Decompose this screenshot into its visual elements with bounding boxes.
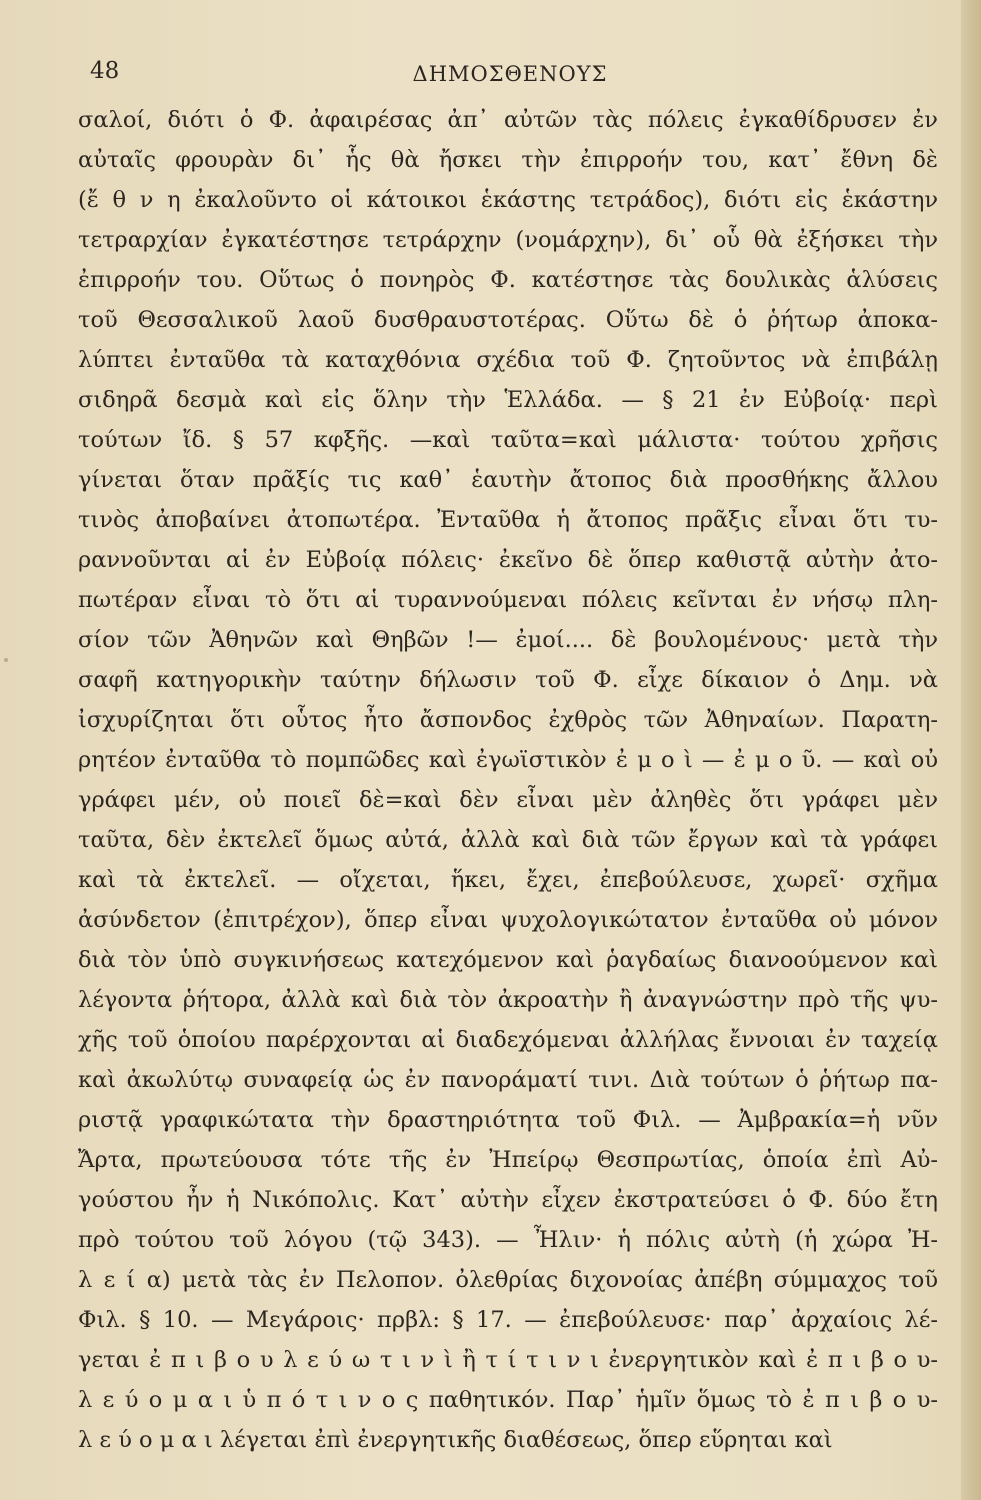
text-line: καὶ τὰ ἐκτελεῖ. — οἴχεται, ἥκει, ἔχει, ἐπεβούλευσε, χωρεῖ· σχῆμα xyxy=(78,867,938,893)
text-line: λ ε ί α) μετὰ τὰς ἐν Πελοπον. ὀλεθρίας διχονοίας ἀπέβη σύμμαχος τοῦ xyxy=(78,1267,938,1293)
commentary-text xyxy=(78,100,938,1460)
text-line: σιδηρᾶ δεσμὰ καὶ εἰς ὅλην τὴν Ἑλλάδα. — § 21 ἐν Εὐβοίᾳ· περὶ xyxy=(78,387,938,413)
page-number: 48 xyxy=(90,58,120,84)
page-header xyxy=(80,56,940,90)
margin-mark xyxy=(4,658,8,662)
text-line: σαλοί, διότι ὁ Φ. ἀφαιρέσας ἀπ᾽ αὐτῶν τὰς πόλεις ἐγκαθίδρυσεν ἐν xyxy=(78,107,938,133)
text-line: τετραρχίαν ἐγκατέστησε τετράρχην (νομάρχην), δι᾽ οὗ θὰ ἐξήσκει τὴν xyxy=(78,227,938,253)
text-line: σαφῆ κατηγορικὴν ταύτην δήλωσιν τοῦ Φ. εἶχε δίκαιον ὁ Δημ. νὰ xyxy=(78,667,938,693)
text-line: ἀσύνδετον (ἐπιτρέχον), ὅπερ εἶναι ψυχολογικώτατον ἐνταῦθα οὐ μόνον xyxy=(78,907,938,933)
text-line: τούτων ἴδ. § 57 κφξῆς. —καὶ ταῦτα=καὶ μάλιστα· τούτου χρῆσις xyxy=(78,427,938,453)
text-line: αὐταῖς φρουρὰν δι᾽ ἧς θὰ ἤσκει τὴν ἐπιρροήν του, κατ᾽ ἔθνη δὲ xyxy=(78,147,938,173)
text-line: γεται ἐ π ι β ο υ λ ε ύ ω τ ι ν ὶ ἢ τ ί τ ι ν ι ἐνεργητικὸν καὶ ἐ π ι β ο υ- xyxy=(78,1347,938,1373)
text-line: τοῦ Θεσσαλικοῦ λαοῦ δυσθραυστοτέρας. Οὕτω δὲ ὁ ῥήτωρ ἀποκα- xyxy=(78,307,938,333)
binding-edge xyxy=(961,0,981,1500)
text-line: σίον τῶν Ἀθηνῶν καὶ Θηβῶν !— ἐμοί.... δὲ βουλομένους· μετὰ τὴν xyxy=(78,627,938,653)
text-line: λ ε ύ ο μ α ι ὑ π ό τ ι ν ο ς παθητικόν. Παρ᾽ ἡμῖν ὅμως τὸ ἐ π ι β ο υ- xyxy=(78,1387,938,1413)
text-line: ριστᾷ γραφικώτατα τὴν δραστηριότητα τοῦ Φιλ. — Ἀμβρακία=ἡ νῦν xyxy=(78,1107,938,1133)
text-line: ταῦτα, δὲν ἐκτελεῖ ὅμως αὐτά, ἀλλὰ καὶ διὰ τῶν ἔργων καὶ τὰ γράφει xyxy=(78,827,938,853)
text-line: λ ε ύ ο μ α ι λέγεται ἐπὶ ἐνεργητικῆς διαθέσεως, ὅπερ εὕρηται καὶ xyxy=(78,1427,833,1453)
text-line: πρὸ τούτου τοῦ λόγου (τῷ 343). — Ἦλιν· ἡ πόλις αὐτὴ (ἡ χώρα Ἠ- xyxy=(78,1227,938,1253)
text-line: ἐπιρροήν του. Οὕτως ὁ πονηρὸς Φ. κατέστησε τὰς δουλικὰς ἁλύσεις xyxy=(78,267,938,293)
text-line: ραννοῦνται αἱ ἐν Εὐβοίᾳ πόλεις· ἐκεῖνο δὲ ὅπερ καθιστᾷ αὐτὴν ἀτο- xyxy=(78,547,938,573)
text-line: ἰσχυρίζηται ὅτι οὗτος ἦτο ἄσπονδος ἐχθρὸς τῶν Ἀθηναίων. Παρατη- xyxy=(78,707,938,733)
text-line: Φιλ. § 10. — Μεγάροις· πρβλ: § 17. — ἐπεβούλευσε· παρ᾽ ἀρχαίοις λέ- xyxy=(78,1307,938,1333)
running-title: ΔΗΜΟΣΘΕΝΟΥΣ xyxy=(412,62,608,86)
text-line: (ἔ θ ν η ἐκαλοῦντο οἱ κάτοικοι ἑκάστης τετράδος), διότι εἰς ἑκάστην xyxy=(78,187,938,213)
text-line: λέγοντα ῥήτορα, ἀλλὰ καὶ διὰ τὸν ἀκροατὴν ἢ ἀναγνώστην πρὸ τῆς ψυ- xyxy=(78,987,938,1013)
text-line: γράφει μέν, οὐ ποιεῖ δὲ=καὶ δὲν εἶναι μὲν ἀληθὲς ὅτι γράφει μὲν xyxy=(78,787,938,813)
text-line: γίνεται ὅταν πρᾶξίς τις καθ᾽ ἑαυτὴν ἄτοπος διὰ προσθήκης ἄλλου xyxy=(78,467,938,493)
text-line: διὰ τὸν ὑπὸ συγκινήσεως κατεχόμενον καὶ ῥαγδαίως διανοούμενον καὶ xyxy=(78,947,938,973)
text-line: Ἄρτα, πρωτεύουσα τότε τῆς ἐν Ἠπείρῳ Θεσπρωτίας, ὁποία ἐπὶ Αὐ- xyxy=(78,1147,938,1173)
text-line: γούστου ἦν ἡ Νικόπολις. Κατ᾽ αὐτὴν εἶχεν ἐκστρατεύσει ὁ Φ. δύο ἔτη xyxy=(78,1187,938,1213)
text-line: ρητέον ἐνταῦθα τὸ πομπῶδες καὶ ἐγωϊστικὸν ἐ μ ο ὶ — ἐ μ ο ῦ. — καὶ οὐ xyxy=(78,747,938,773)
text-line: χῆς τοῦ ὁποίου παρέρχονται αἱ διαδεχόμεναι ἀλλήλας ἔννοιαι ἐν ταχείᾳ xyxy=(78,1027,938,1053)
text-line: καὶ ἀκωλύτῳ συναφείᾳ ὡς ἐν πανοράματί τινι. Διὰ τούτων ὁ ῥήτωρ πα- xyxy=(78,1067,938,1093)
text-line: τινὸς ἀποβαίνει ἀτοπωτέρα. Ἐνταῦθα ἡ ἄτοπος πρᾶξις εἶναι ὅτι τυ- xyxy=(78,507,938,533)
text-line: πωτέραν εἶναι τὸ ὅτι αἱ τυραννούμεναι πόλεις κεῖνται ἐν νήσῳ πλη- xyxy=(78,587,938,613)
text-line: λύπτει ἐνταῦθα τὰ καταχθόνια σχέδια τοῦ Φ. ζητοῦντος νὰ ἐπιβάλῃ xyxy=(78,347,938,373)
